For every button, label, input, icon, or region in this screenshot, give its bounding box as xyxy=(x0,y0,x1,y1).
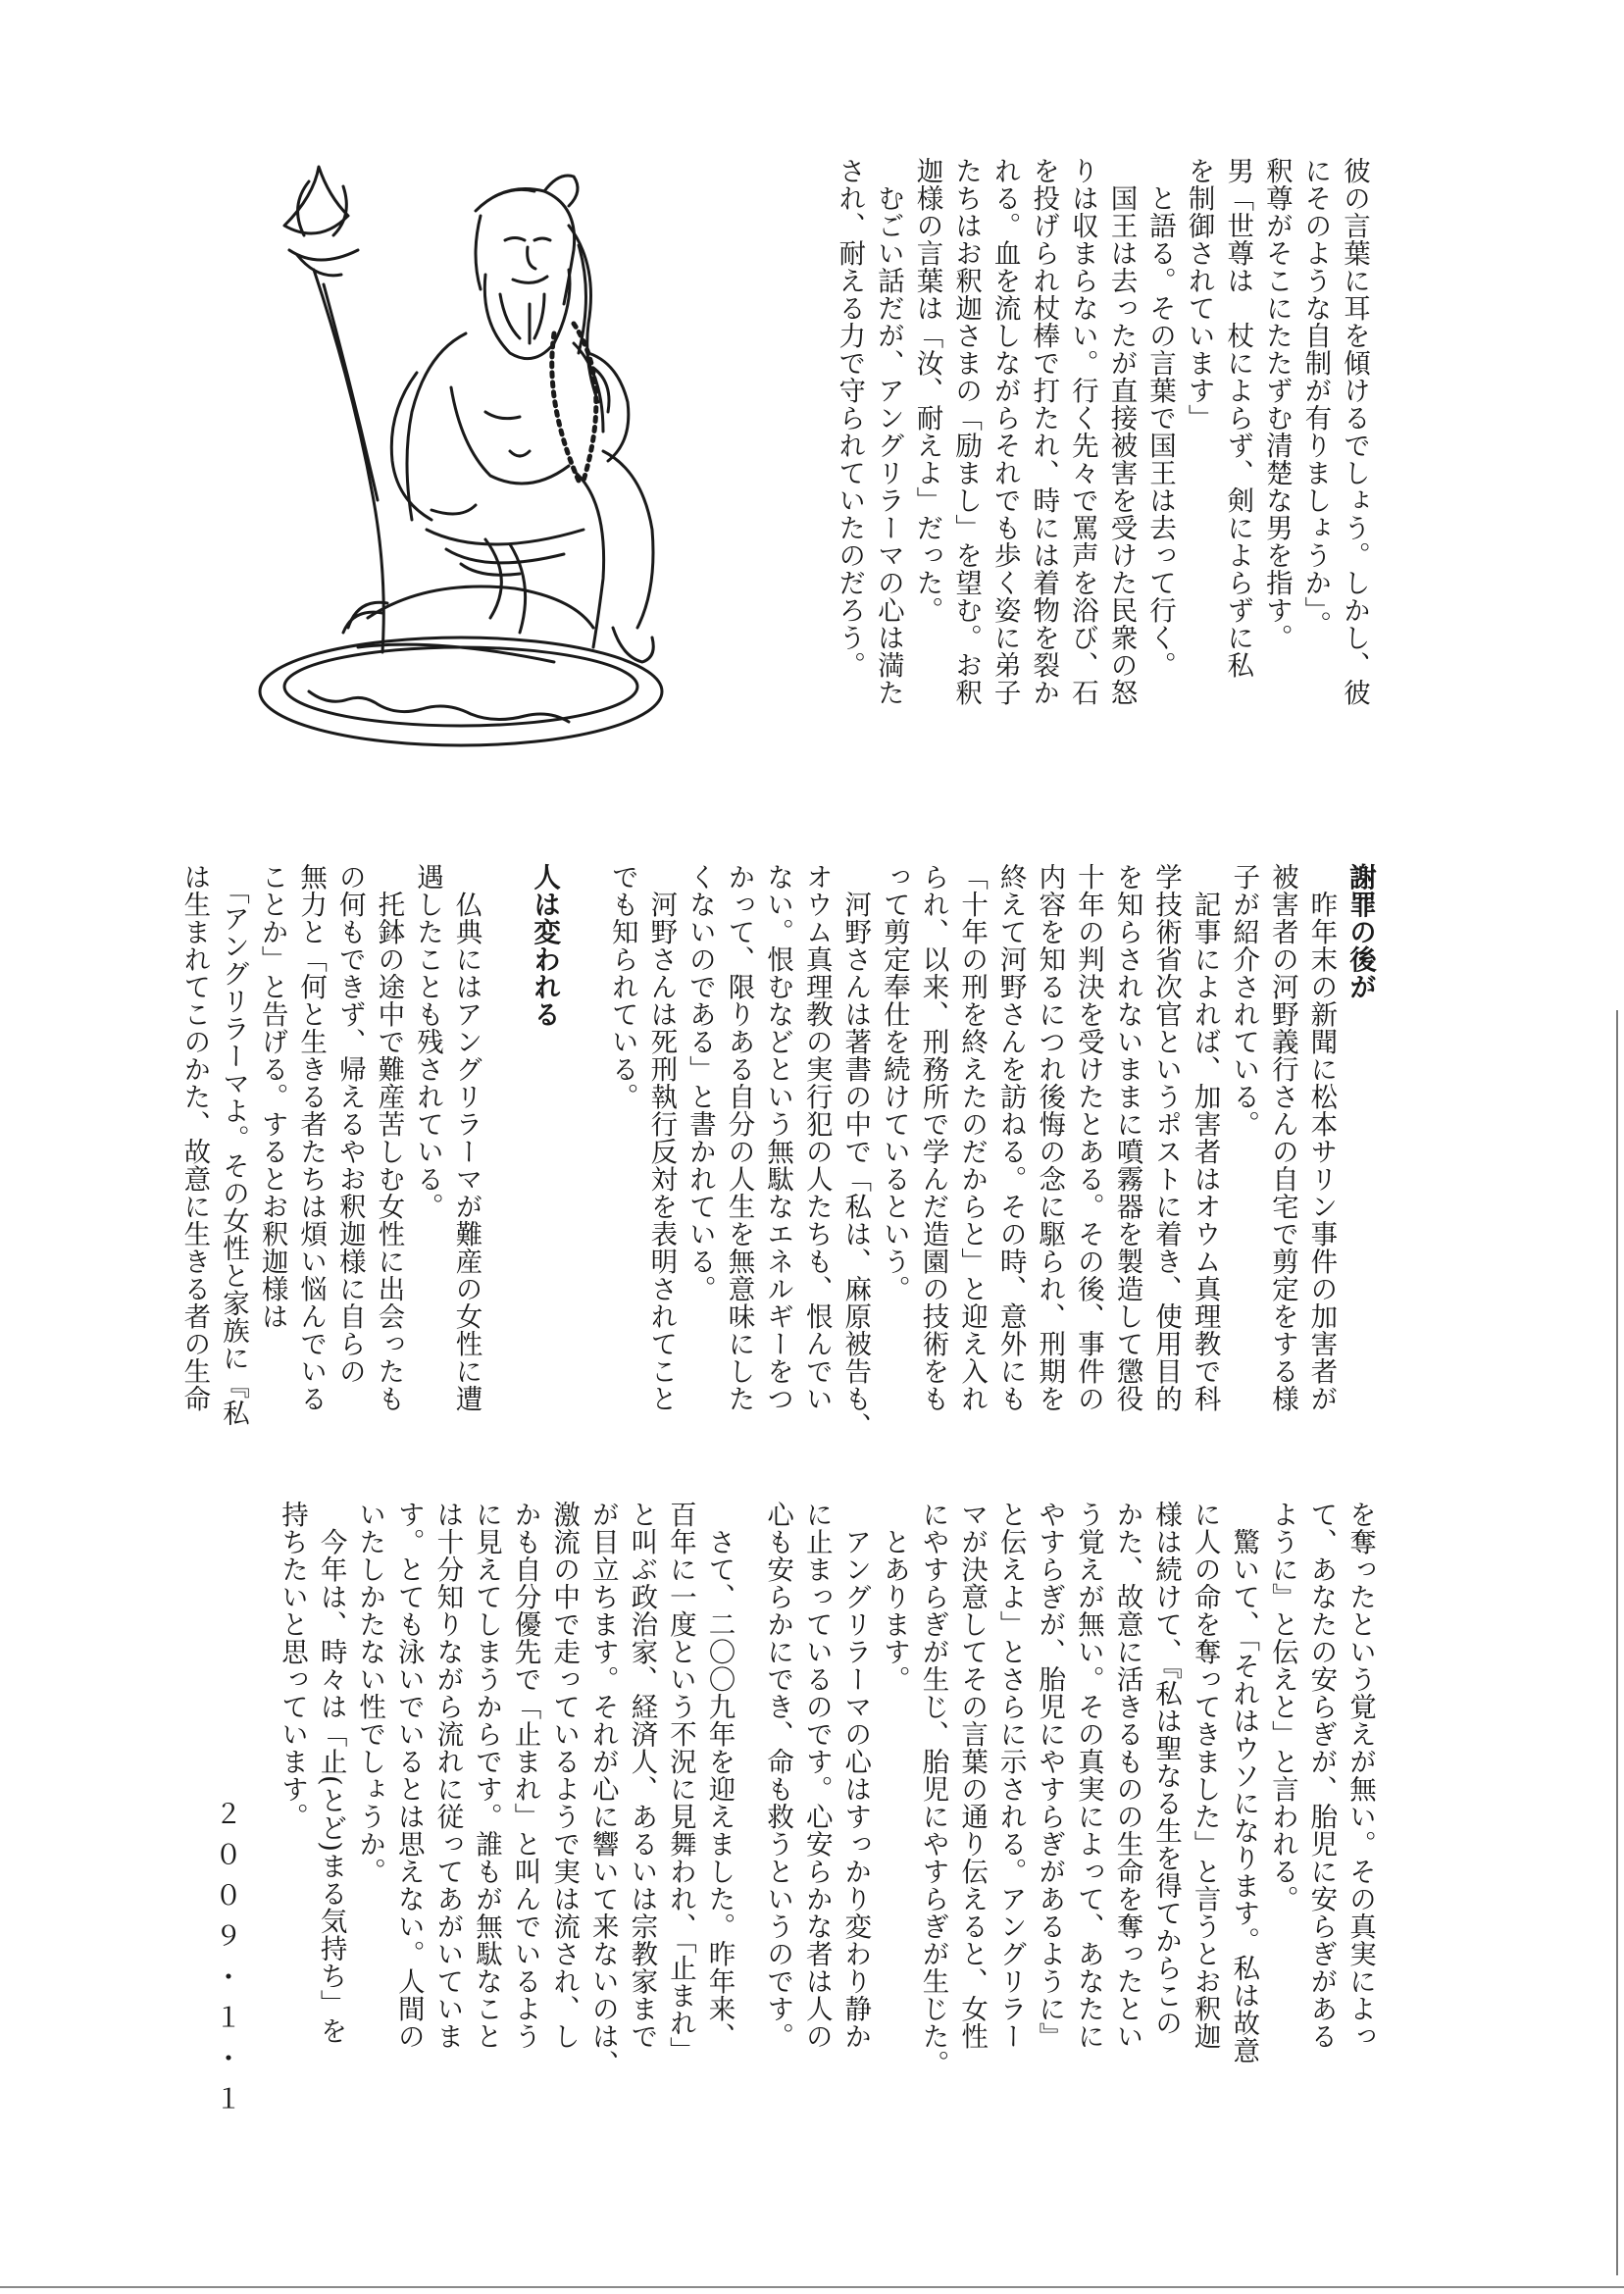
text-line: 被害者の河野義行さんの自宅で剪定をする様 xyxy=(1266,863,1298,1412)
text-line: を知らされないままに噴霧器を製造して懲役 xyxy=(1111,863,1143,1412)
text-line: 河野さんは死刑執行反対を表明されてこと xyxy=(645,863,678,1412)
text-line: 激流の中で走っているようで実は流され、し xyxy=(548,1501,581,2050)
text-line: 内容を知るにつれ後悔の念に駆られ、刑期を xyxy=(1034,863,1066,1412)
text-line: むごい話だが、アングリラーマの心は満た xyxy=(872,157,904,706)
text-line: を投げられ杖棒で打たれ、時には着物を裂か xyxy=(1028,157,1060,706)
text-line: かも自分優先で「止まれ」と叫んでいるよう xyxy=(509,1501,541,2050)
text-line: たちはお釈迦さまの「励まし」を望む。お釈 xyxy=(950,157,983,706)
section-heading: 人は変われる xyxy=(529,863,561,1028)
scan-edge-line xyxy=(0,2286,1624,2288)
text-line: ない。恨むなどという無駄なエネルギーをつ xyxy=(762,863,794,1412)
text-line: かた、故意に活きるものの生命を奪ったとい xyxy=(1111,1501,1143,2050)
text-line: 「アングリラーマよ。その女性と家族に『私 xyxy=(217,863,249,1427)
text-line: られ、以来、刑務所で学んだ造園の技術をも xyxy=(917,863,949,1412)
text-line: 「十年の刑を終えたのだからと」と迎え入れ xyxy=(956,863,989,1412)
text-line: 釈尊がそこにたたずむ清楚な男を指す。 xyxy=(1260,157,1293,651)
text-line: と語る。その言葉で国王は去って行く。 xyxy=(1144,157,1177,679)
text-line: を制御されています」 xyxy=(1183,157,1215,432)
top-text-block xyxy=(830,157,1373,775)
text-line: を奪ったという覚えが無い。その真実によっ xyxy=(1345,1501,1376,2050)
text-line: アングリラーマの心はすっかり変わり静か xyxy=(839,1501,872,2050)
text-line: とあります。 xyxy=(878,1501,910,1693)
text-line: 河野さんは著書の中で「私は、麻原被告も、 xyxy=(839,863,872,1440)
text-line: 遇したことも残されている。 xyxy=(411,863,443,1220)
text-line: と伝えよ」とさらに示される。アングリラー xyxy=(994,1501,1027,2050)
text-line: 記事によれば、加害者はオウム真理教で科 xyxy=(1189,863,1221,1412)
text-line: て、あなたの安らぎが、胎児に安らぎがある xyxy=(1305,1501,1338,2050)
text-line: 彼の言葉に耳を傾けるでしょう。しかし、彼 xyxy=(1339,157,1370,706)
text-line: やすらぎが、胎児にやすらぎがあるように』 xyxy=(1034,1501,1066,2050)
text-line: 昨年末の新聞に松本サリン事件の加害者が xyxy=(1305,863,1338,1412)
text-line: 今年は、時々は「止(とど)まる気持ち」を xyxy=(315,1501,347,2045)
text-line: と叫ぶ政治家、経済人、あるいは宗教家まで xyxy=(626,1501,658,2050)
text-line: は十分知りながら流れに従ってあがいていま xyxy=(431,1501,464,2050)
text-line: マが決意してその言葉の通り伝えると、女性 xyxy=(956,1501,989,2050)
text-line: う覚えが無い。その真実によって、あなたに xyxy=(1072,1501,1104,2050)
text-line: って剪定奉仕を続けているという。 xyxy=(878,863,910,1302)
text-line: され、耐える力で守られていたのだろう。 xyxy=(834,157,866,679)
text-line: は生まれてこのかた、故意に生きる者の生命 xyxy=(178,863,211,1412)
text-line: に止まっているのです。心安らかな者は人の xyxy=(800,1501,833,2050)
text-line: にやすらぎが生じ、胎児にやすらぎが生じた。 xyxy=(917,1501,949,2077)
text-line: 子が紹介されている。 xyxy=(1228,863,1260,1138)
text-line: 終えて河野さんを訪ねる。その時、意外にも xyxy=(994,863,1027,1412)
text-line: 男「世尊は 杖によらず、剣によらずに私 xyxy=(1222,157,1254,679)
blank-line xyxy=(738,1501,758,2099)
text-line: の何もできず、帰えるやお釈迦様に自らの xyxy=(333,863,366,1385)
section-heading: 謝罪の後が xyxy=(1345,863,1376,1000)
text-line: ように』と伝えと」と言われる。 xyxy=(1266,1501,1298,1912)
text-line: に人の命を奪ってきました」と言うとお釈迦 xyxy=(1189,1501,1221,2050)
text-line: れる。血を流しながらそれでも歩く姿に弟子 xyxy=(989,157,1021,706)
text-line: 持ちたいと思っています。 xyxy=(276,1501,308,1830)
text-line: りは収まらない。行く先々で罵声を浴び、石 xyxy=(1066,157,1098,706)
text-line: でも知られている。 xyxy=(606,863,638,1110)
bottom-text-block xyxy=(272,1501,1379,2099)
text-line: ことか」と告げる。するとお釈迦様は xyxy=(256,863,288,1330)
scan-edge-line xyxy=(1616,1010,1618,2275)
text-line: 十年の判決を受けたとある。その後、事件の xyxy=(1072,863,1104,1412)
text-line: オウム真理教の実行犯の人たちも、恨んでい xyxy=(800,863,833,1412)
text-line: 百年に一度という不況に見舞われ、「止まれ」 xyxy=(664,1501,696,2065)
text-line: 無力と「何と生きる者たちは煩い悩んでいる xyxy=(295,863,328,1412)
text-line: くないのである」と書かれている。 xyxy=(684,863,716,1302)
text-line: さて、二〇〇九年を迎えました。昨年来、 xyxy=(703,1501,736,2050)
seated-ascetic-illustration xyxy=(250,157,672,765)
text-line: かって、限りある自分の人生を無意味にした xyxy=(723,863,755,1412)
text-line: 心も安らかにでき、命も救うというのです。 xyxy=(762,1501,794,2050)
text-line: す。とても泳いでいるとは思えない。人間の xyxy=(392,1501,425,2050)
text-line: 迦様の言葉は「汝、耐えよ」だった。 xyxy=(911,157,943,624)
text-line: にそのような自制が有りましょうか」。 xyxy=(1299,157,1332,638)
text-line: 驚いて、「それはウソになります。私は故意 xyxy=(1228,1501,1260,2065)
text-line: が目立ちます。それが心に響いて来ないのは、 xyxy=(586,1501,619,2077)
text-line: 様は続けて、『私は聖なる生を得てからこの xyxy=(1150,1501,1183,2037)
text-line: 托鉢の途中で難産苦しむ女性に出会ったも xyxy=(373,863,405,1412)
date-stamp: ２００９・１・１ xyxy=(210,1800,241,2125)
text-line: 国王は去ったが直接被害を受けた民衆の怒 xyxy=(1105,157,1138,706)
text-line: 学技術省次官というポストに着き、使用目的 xyxy=(1150,863,1183,1412)
text-line: いたしかたない性でしょうか。 xyxy=(354,1501,386,1885)
text-line: に見えてしまうからです。誰もが無駄なこと xyxy=(470,1501,502,2050)
text-line: 仏典にはアングリラーマが難産の女性に遭 xyxy=(450,863,482,1412)
middle-text-block xyxy=(175,863,1379,1461)
